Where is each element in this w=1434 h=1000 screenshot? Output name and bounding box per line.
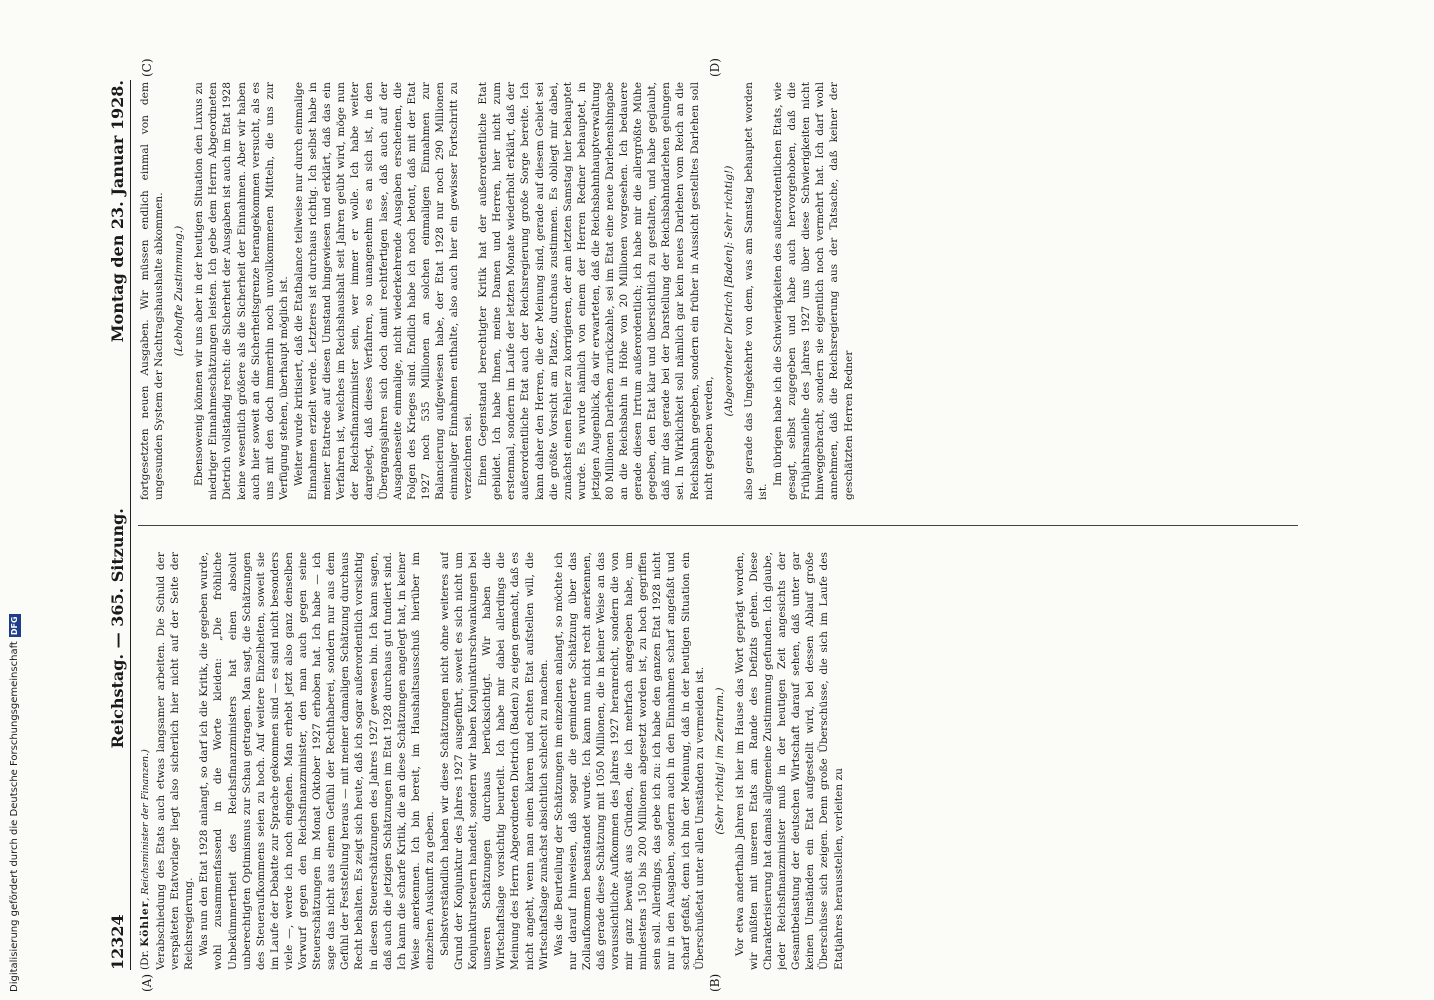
paragraph: Was die Beurteilung der Schätzungen im einzelnen anlangt, so möchte ich nur darauf hinweisen, daß sogar die geminderte Schätzung über das Zollaufkommen beanstandet wurde. Ich kann nun nicht recht anerkennen, daß gerade diese Schätzung mit 1050 Millionen, die in keiner Weise an das voraussichtliche Aufkommen des Jahres 1927 heranreicht, sondern die von mir ganz bewußt aus Gründen, die ich mehrfach angegeben habe, um mindestens 150 bis 200 Millionen abgesetzt worden ist, zu hoch gegriffen sein soll. Allerdings, das gebe ich zu: ich habe den ganzen Etat 1928 nicht nur in den Ausgaben, sondern auch in den Einnahmen scharf angefaßt und scharf gefaßt, denn ich bin der Meinung, daß in der heutigen Situation ein Überschußetat unter allen Umständen zu vermeiden ist. xyxy=(552,552,706,970)
paragraph: Weiter wurde kritisiert, daß die Etatbalance teilweise nur durch einmalige Einnahmen erzielt werde. Letzteres ist durchaus richtig. Ich selbst habe in meiner Etatrede auf diesen Umstand hingewiesen und erklärt, daß das ein Verfahren ist, welches im Reichshaushalt seit Jahren geübt wird, möge nun der Reichsfinanzminister sein, wer immer er wolle. Ich habe weiter dargelegt, daß dieses Verfahren, so unangenehm es an sich ist, in den Übergangsjahren sich doch damit rechtfertigen lasse, daß auch auf der Ausgabenseite einmalige, nicht wiederkehrende Ausgaben erscheinen, die Folgen des Krieges sind. Endlich habe ich noch betont, daß mit der Etat 1927 noch 535 Millionen an solchen einmaligen Einnahmen zur Balancierung aufgewiesen habe, der Etat 1928 nur noch 290 Millionen einmaliger Einnahmen enthalte, also auch hier ein gewisser Fortschritt zu verzeichnen sei. xyxy=(292,82,475,500)
session-date: Montag den 23. Januar 1928. xyxy=(108,80,127,343)
speaker-name: Köhler xyxy=(139,900,151,947)
speaker-line xyxy=(138,552,153,970)
speaker-prefix: (Dr. xyxy=(139,946,151,970)
paragraph: also gerade das Umgekehrte von dem, was am Samstag behauptet worden ist. xyxy=(742,82,769,500)
paragraph: Selbstverständlich haben wir diese Schätzungen nicht ohne weiteres auf Grund der Konjunktur des Jahres 1927 ausgeführt, soweit es sich nicht um Konjunktursteuern handelt, sondern wir haben Konjunkturschwankungen bei unseren Schätzungen durchaus berücksichtigt. Wir haben die Wirtschaftslage vorsichtig beurteilt. Ich habe mir dabei allerdings die Meinung des Herrn Abgeordneten Dietrich (Baden) zu eigen gemacht, daß es nicht angeht, wenn man einen klaren und echten Etat aufstellen will, die Wirtschaftslage zunächst absichtlich schlecht zu machen. xyxy=(438,552,550,970)
margin-marker-d: (D) xyxy=(708,58,722,77)
interjection: (Abgeordneter Dietrich [Baden]: Sehr richtig!) xyxy=(722,165,735,417)
paragraph: Verabschiedung des Etats auch etwas langsamer arbeiten. Die Schuld der verspäteten Etatvorlage liegt also sicherlich hier nicht auf der Seite der Reichsregierung. xyxy=(155,552,196,970)
session-title: Reichstag. — 365. Sitzung. xyxy=(108,508,127,749)
paragraph: fortgesetzten neuen Ausgaben. Wir müssen endlich einmal von dem ungesunden System der Nachtragshaushalte abkommen. xyxy=(139,82,166,500)
left-column xyxy=(138,552,1318,970)
margin-marker-a: (A) xyxy=(140,973,154,992)
digitization-footer xyxy=(8,12,22,992)
document-page xyxy=(108,58,1328,992)
interjection: (Lebhafte Zustimmung.) xyxy=(173,225,186,357)
paragraph: Einen Gegenstand berechtigter Kritik hat der außerordentliche Etat gebildet. Ich habe Ihnen, meine Damen und Herren, hier nicht zum erstenmal, sondern im Laufe der letzten Monate wiederholt erklärt, daß der außerordentliche Etat auch der Reichsregierung große Sorge bereite. Ich kann daher den Herren, die der Meinung sind, gerade auf diesem Gebiet sei die größte Vorsicht am Platze, durchaus zustimmen. Es obliegt mir dabei, zunächst einen Fehler zu korrigieren, der am letzten Samstag hier behauptet wurde. Es wurde nämlich von einem der Herren Redner behauptet, in jetzigen Augenblick, da wir erwarteten, daß die Reichsbahnhauptverwaltung 80 Millionen Darlehen zurückzahle, sei im Etat eine neue Darlehenshingabe an die Reichsbahn in Höhe von 20 Millionen vorgesehen. Ich bedauere gerade diesen Irrtum außerordentlich; ich habe mir die allergrößte Mühe gegeben, den Etat klar und übersichtlich zu gestalten, und habe geglaubt, daß mir das gerade bei der Darstellung der Reichsbahndarlehen gelungen sei. In Wirklichkeit soll nämlich gar kein neues Darlehen vom Reich an die Reichsbahn gegeben, sondern ein früher in Aussicht gestelltes Darlehen soll nicht gegeben werden, xyxy=(477,82,715,500)
speaker-role: , Reichsminister der Finanzen.) xyxy=(140,749,151,901)
paragraph: Was nun den Etat 1928 anlangt, so darf ich die Kritik, die gegeben wurde, wohl zusammenfassend in die Worte kleiden: „Die fröhliche Unbekümmertheit des Reichsfinanzministers hat einen absolut unberechtigten Optimismus zur Schau getragen. Man sagt, die Schätzungen des Steueraufkommens seien zu hoch. Auf weitere Einzelheiten, soweit sie im Laufe der Debatte zur Sprache gekommen sind — es sind nicht besonders viele —, werde ich noch eingehen. Man erhebt jetzt also ganz denselben Vorwurf gegen den Reichsfinanzminister, den man auch gegen seine Steuerschätzungen im Monat Oktober 1927 erhoben hat. Ich habe — ich sage das nicht aus einem Gefühl der Rechthaberei, sondern nur aus dem Gefühl der Feststellung heraus — mit meiner damaligen Schätzung durchaus Recht behalten. Es zeigt sich heute, daß ich sogar außerordentlich vorsichtig in diesen Steuerschätzungen des Jahres 1927 gewesen bin. Ich kann sagen, daß auch die jetzigen Schätzungen im Etat 1928 durchaus gut fundiert sind. Ich kann die scharfe Kritik, die an diese Schätzungen angelegt hat, in keiner Weise anerkennen. Ich bin bereit, im Haushaltsausschuß hierüber im einzelnen Auskunft zu geben. xyxy=(198,552,436,970)
page-number: 12324 xyxy=(108,914,127,970)
column-divider xyxy=(138,525,1298,526)
paragraph: Vor etwa anderthalb Jahren ist hier im Hause das Wort geprägt worden, wir müßten mit unseren Etats am Rande des Defizits gehen. Diese Charakterisierung hat damals allgemeine Zustimmung gefunden. Ich glaube, jeder Reichsfinanzminister muß in der heutigen Zeit angesichts der Gesamtbelastung der deutschen Wirtschaft darauf sehen, daß unter gar keinen Umständen ein Etat aufgestellt wird, bei dessen Ablauf große Überschüsse sich zeigen. Denn große Überschüsse, die sich im Laufe des Etatjahres herausstellen, verleiten zu xyxy=(733,552,845,970)
footer-text: Digitalisierung gefördert durch die Deutsche Forschungsgemeinschaft xyxy=(9,641,20,992)
dfg-logo: DFG xyxy=(10,616,19,636)
page-header xyxy=(108,80,131,970)
interjection: (Sehr richtig! im Zentrum.) xyxy=(713,687,726,835)
right-column xyxy=(138,82,1318,500)
paragraph: Ebensowenig können wir uns aber in der heutigen Situation den Luxus zu niedriger Einnahmeschätzungen leisten. Ich gebe dem Herrn Abgeordneten Dietrich vollständig recht: die Sicherheit der Ausgaben ist auch im Etat 1928 keine wesentlich größere als die Sicherheit der Einnahmen. Aber wir haben auch hier soweit an die Sicherheitsgrenze herangekommen versucht, als es uns mit den doch immerhin noch unvollkommenen Mitteln, die uns zur Verfügung stehen, überhaupt möglich ist. xyxy=(193,82,290,500)
margin-marker-c: (C) xyxy=(140,58,154,77)
margin-marker-b: (B) xyxy=(708,973,722,992)
paragraph: Im übrigen habe ich die Schwierigkeiten des außerordentlichen Etats, wie gesagt, selbst zugegeben und habe auch hervorgehoben, daß die Frühjahrsanleihe des Jahres 1927 uns über diese Schwierigkeiten nicht hinweggebracht, sondern sie eigentlich noch vermehrt hat. Ich darf wohl annehmen, daß die Reichsregierung aus der Tatsache, daß keiner der geschätzten Herren Redner xyxy=(772,82,855,500)
